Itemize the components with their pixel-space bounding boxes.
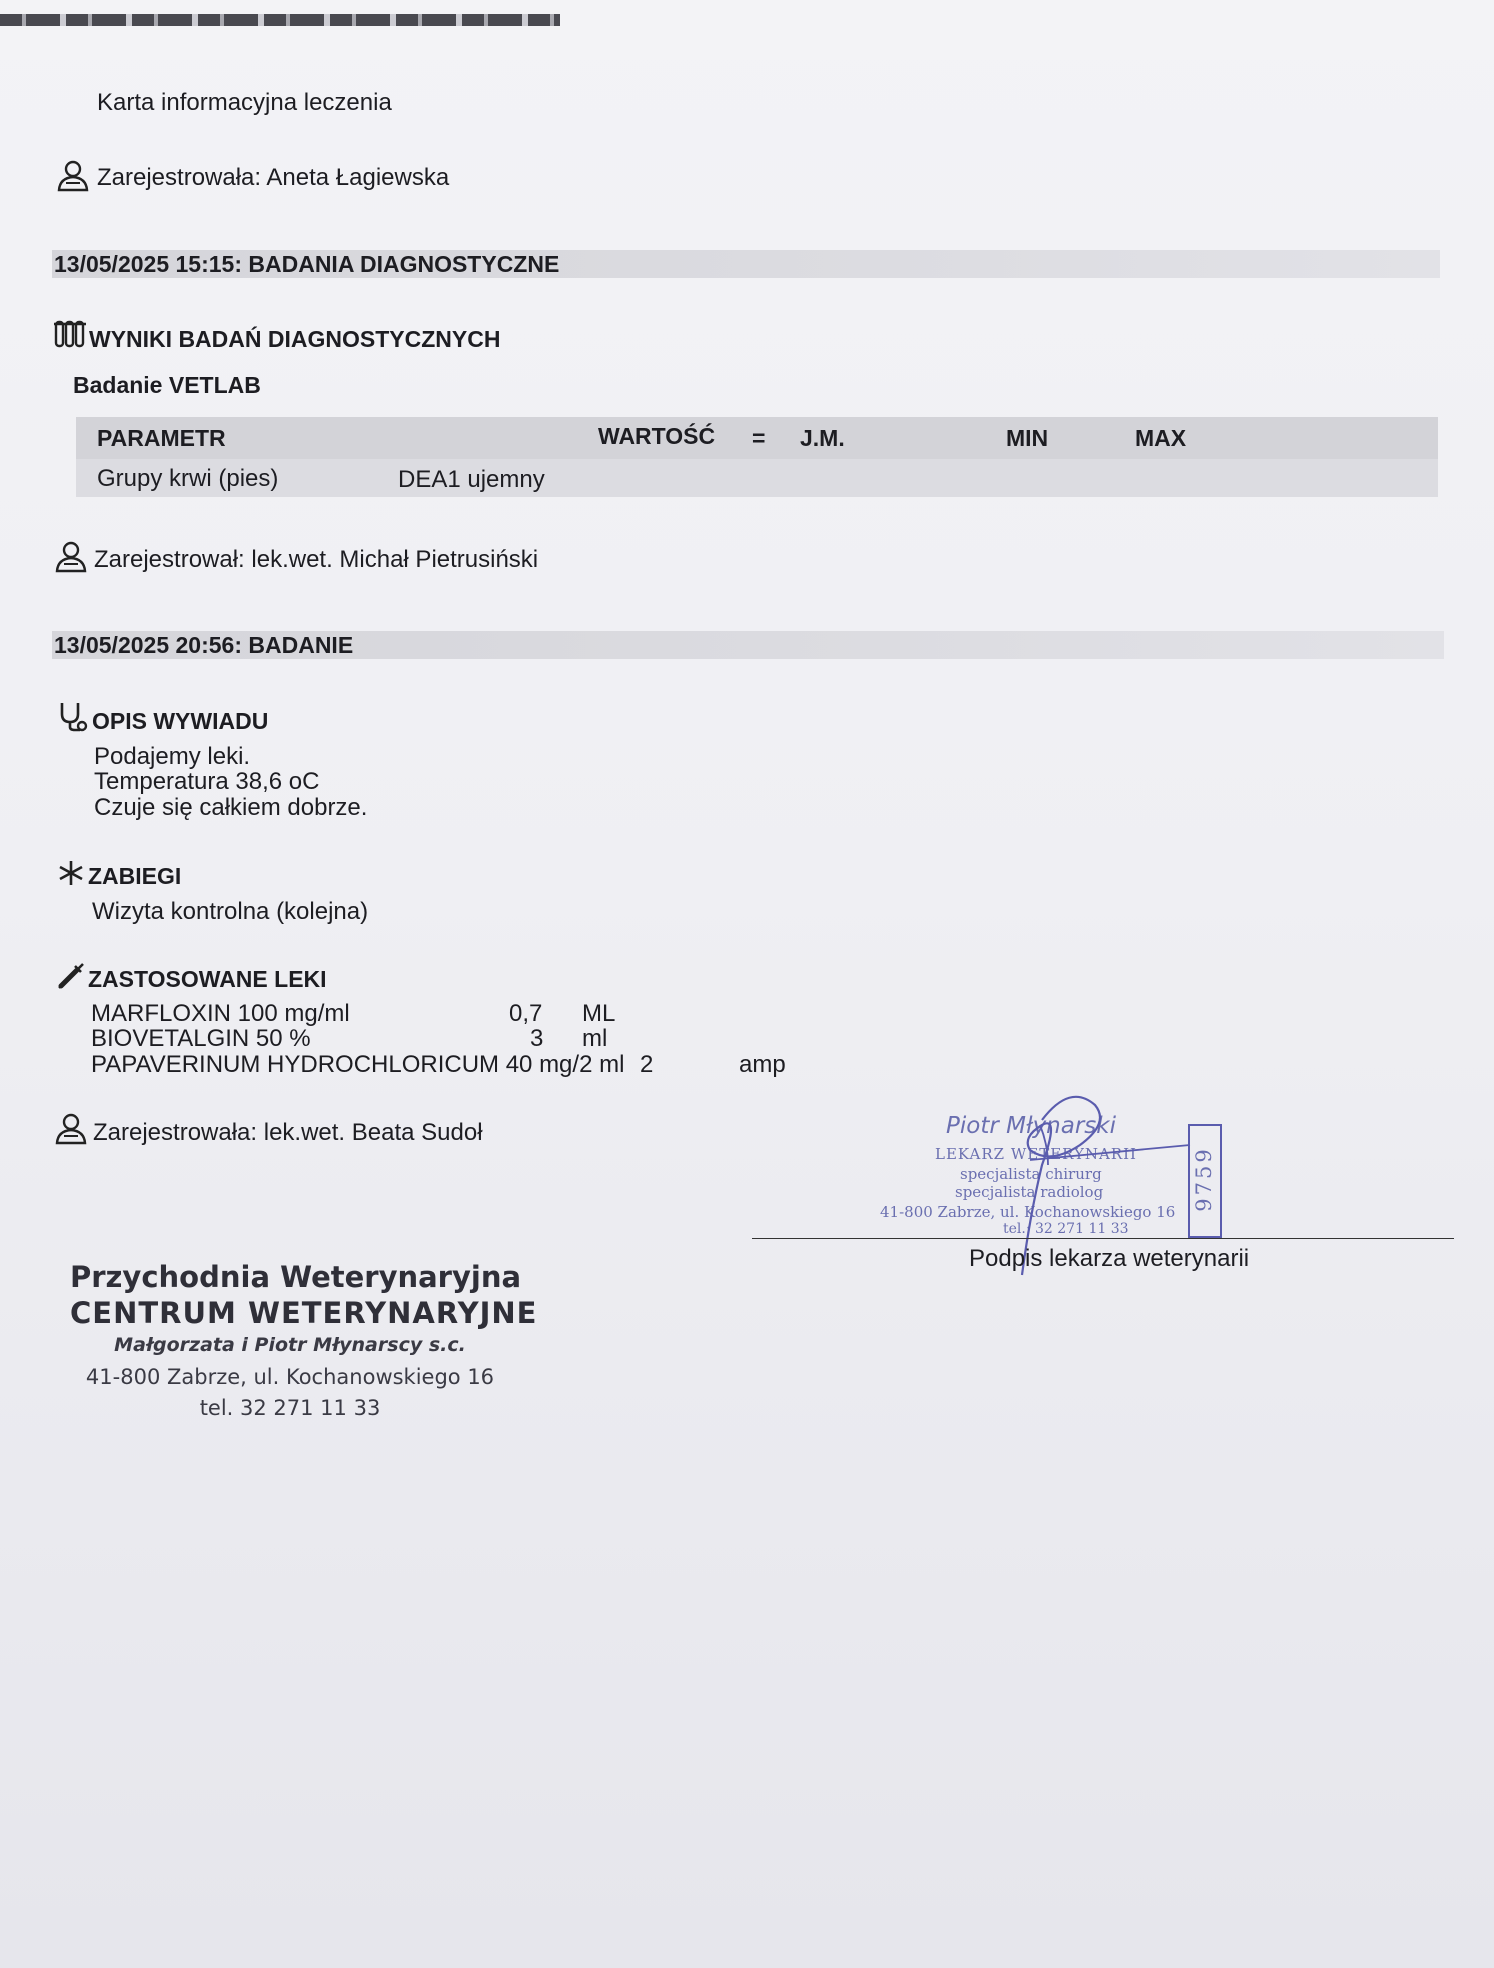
col-header-parameter: PARAMETR — [97, 425, 226, 451]
col-header-unit: J.M. — [800, 425, 845, 451]
doctor-stamp-spec-1: specjalista chirurg — [960, 1165, 1102, 1183]
medication-unit: ML — [582, 1000, 616, 1027]
registered-by-1: Zarejestrowała: Aneta Łagiewska — [97, 164, 450, 191]
user-icon — [56, 160, 90, 192]
clinic-stamp-line-2: CENTRUM WETERYNARYJNE — [70, 1296, 538, 1330]
asterisk-icon — [58, 860, 84, 886]
user-icon — [54, 541, 88, 573]
interview-label: OPIS WYWIADU — [92, 708, 269, 734]
test-tubes-icon — [54, 320, 86, 348]
section-bar-diagnostics — [52, 250, 1440, 278]
diagnostics-subheading: WYNIKI BADAŃ DIAGNOSTYCZNYCH — [89, 326, 501, 352]
section-bar-examination — [52, 631, 1444, 659]
signature-caption: Podpis lekarza weterynarii — [969, 1245, 1250, 1272]
doctor-stamp-spec-2: specjalista radiolog — [955, 1183, 1104, 1201]
medication-name: PAPAVERINUM HYDROCHLORICUM 40 mg/2 ml — [91, 1051, 625, 1078]
syringe-icon — [57, 962, 85, 990]
document-title: Karta informacyjna leczenia — [97, 89, 392, 116]
medication-unit: amp — [739, 1051, 786, 1078]
section-heading-examination: 13/05/2025 20:56: BADANIE — [54, 632, 354, 658]
stethoscope-icon — [56, 700, 88, 732]
medication-unit: ml — [582, 1025, 608, 1052]
medication-qty: 0,7 — [509, 1000, 543, 1027]
medication-name: MARFLOXIN 100 mg/ml — [91, 1000, 350, 1027]
signature-line — [752, 1238, 1454, 1239]
clinic-stamp-line-1: Przychodnia Weterynaryjna — [70, 1260, 522, 1294]
interview-line: Podajemy leki. — [94, 743, 251, 770]
doctor-stamp-phone: tel.: 32 271 11 33 — [1003, 1221, 1129, 1237]
registered-by-2: Zarejestrował: lek.wet. Michał Pietrusiński — [94, 546, 539, 573]
clinic-stamp-line-4: 41-800 Zabrze, ul. Kochanowskiego 16 — [85, 1365, 495, 1389]
test-name: Badanie VETLAB — [73, 372, 261, 398]
doctor-stamp-name: Piotr Młynarski — [946, 1113, 1116, 1139]
clinic-stamp-line-3: Małgorzata i Piotr Młynarscy s.c. — [114, 1334, 466, 1356]
section-heading-diagnostics: 13/05/2025 15:15: BADANIA DIAGNOSTYCZNE — [54, 251, 560, 277]
license-number: 9759 — [1192, 1146, 1216, 1212]
col-header-max: MAX — [1135, 425, 1187, 451]
table-cell-value: DEA1 ujemny — [398, 466, 545, 493]
medications-label: ZASTOSOWANE LEKI — [88, 966, 327, 992]
col-header-value: WARTOŚĆ — [598, 423, 716, 449]
interview-line: Temperatura 38,6 oC — [94, 768, 320, 795]
col-header-min: MIN — [1006, 425, 1049, 451]
medication-qty: 2 — [640, 1051, 654, 1078]
clinic-stamp-line-5: tel. 32 271 11 33 — [199, 1396, 381, 1420]
user-icon — [54, 1113, 88, 1145]
doctor-stamp-address: 41-800 Zabrze, ul. Kochanowskiego 16 — [880, 1203, 1176, 1221]
registered-by-3: Zarejestrowała: lek.wet. Beata Sudoł — [93, 1119, 483, 1146]
scan-edge-strip — [0, 14, 560, 26]
doctor-stamp-title: LEKARZ WETERYNARII — [935, 1145, 1137, 1163]
medication-qty: 3 — [530, 1025, 544, 1052]
table-cell-parameter: Grupy krwi (pies) — [97, 465, 279, 492]
procedures-text: Wizyta kontrolna (kolejna) — [92, 898, 369, 925]
col-header-equals: = — [752, 425, 766, 451]
interview-line: Czuje się całkiem dobrze. — [94, 794, 368, 821]
medication-name: BIOVETALGIN 50 % — [91, 1025, 311, 1052]
procedures-label: ZABIEGI — [88, 863, 182, 889]
